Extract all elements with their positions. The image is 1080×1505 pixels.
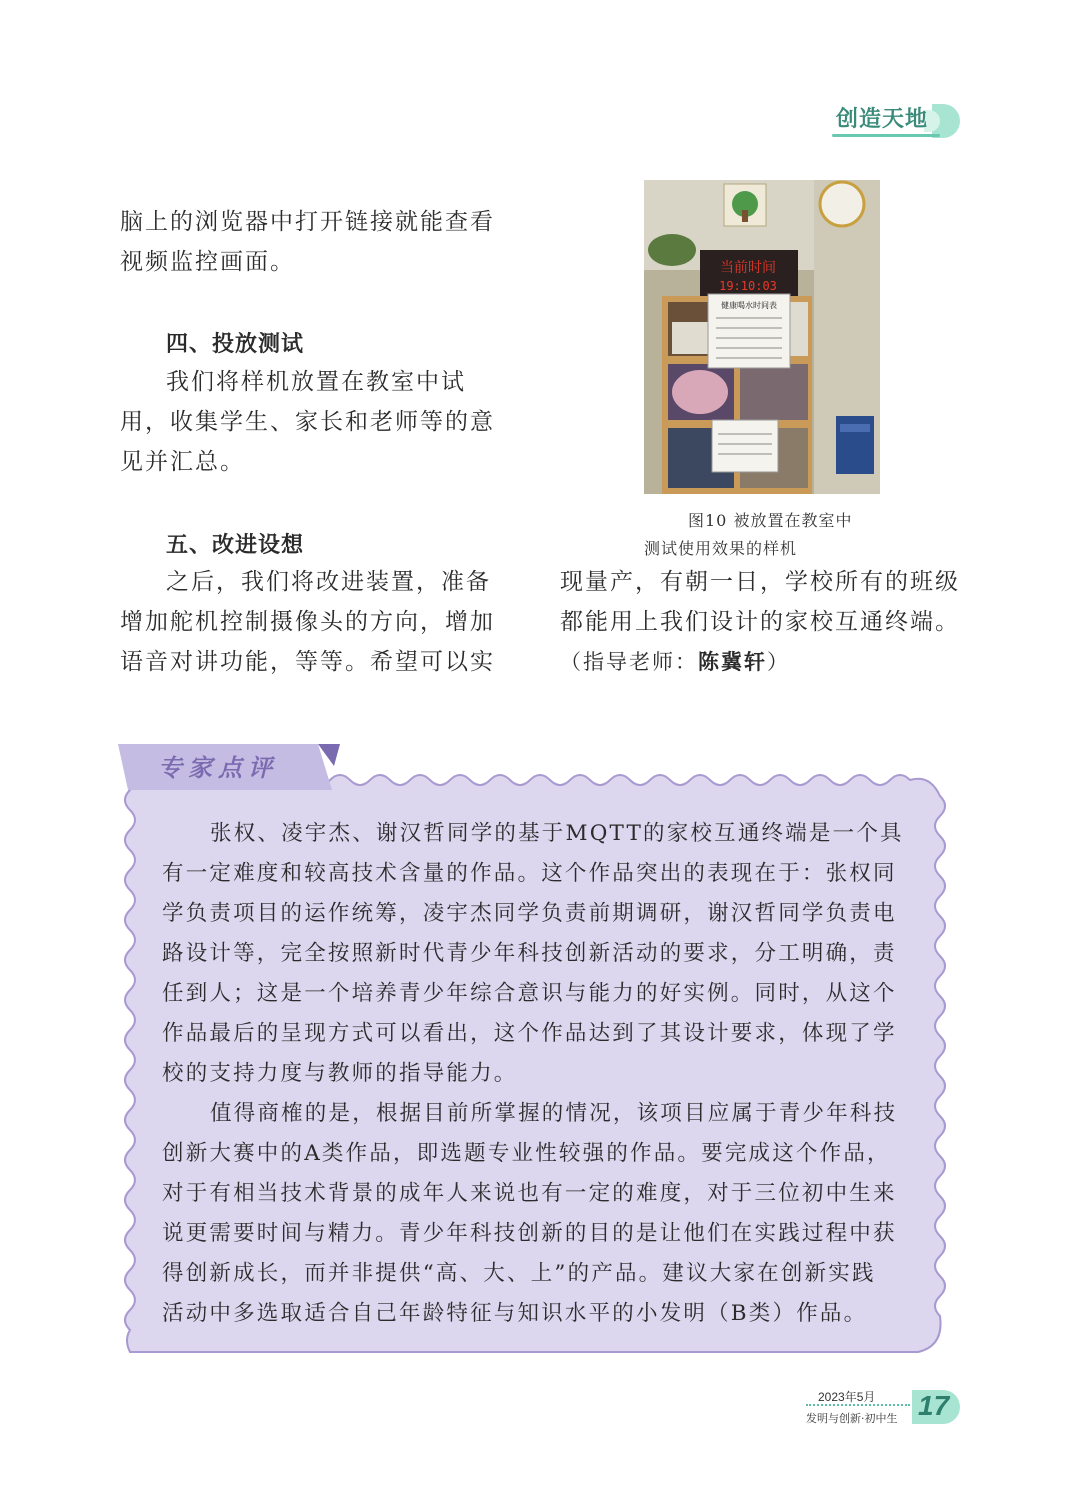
footer-dots [806, 1404, 910, 1408]
text-line: 说更需要时间与精力。青少年科技创新的目的是让他们在实践过程中获 [162, 1221, 897, 1246]
advisor-name: 陈冀轩 [698, 650, 767, 674]
paper-title: 健康喝水时间表 [721, 301, 777, 310]
section-tag [832, 100, 960, 140]
advisor-prefix: （指导老师： [560, 650, 698, 674]
section-underline [832, 134, 940, 137]
expert-review-title: 专家点评 [158, 754, 278, 782]
text-line: 现量产，有朝一日，学校所有的班级 [560, 569, 960, 595]
advisor-suffix: ） [767, 650, 790, 674]
expert-review-box [118, 740, 952, 1362]
text-line: 我们将样机放置在教室中试 [166, 369, 466, 395]
expert-review-paragraph-1 [162, 814, 908, 1334]
text-line: 活动中多选取适合自己年龄特征与知识水平的小发明（B类）作品。 [162, 1301, 868, 1326]
text-line: 路设计等，完全按照新时代青少年科技创新活动的要求，分工明确，责 [162, 941, 897, 966]
text-line: 作品最后的呈现方式可以看出，这个作品达到了其设计要求，体现了学 [162, 1021, 897, 1046]
screen-text-1: 当前时间 [720, 260, 776, 276]
text-line: 任到人；这是一个培养青少年综合意识与能力的好实例。同时，从这个 [162, 981, 897, 1006]
text-line: 值得商榷的是，根据目前所掌握的情况，该项目应属于青少年科技 [210, 1101, 898, 1126]
text-line: 学负责项目的运作统筹，凌宇杰同学负责前期调研，谢汉哲同学负责电 [162, 901, 897, 926]
left-continuation [120, 202, 500, 282]
issue-date: 2023年5月 [818, 1390, 876, 1404]
text-line: 创新大赛中的A类作品，即选题专业性较强的作品。要完成这个作品， [162, 1141, 891, 1166]
text-line: 脑上的浏览器中打开链接就能查看 [120, 209, 495, 235]
text-line: 见并汇总。 [120, 449, 245, 475]
advisor-line [560, 642, 970, 682]
magazine-name: 发明与创新·初中生 [806, 1412, 898, 1425]
text-line: 增加舵机控制摄像头的方向，增加 [120, 609, 495, 635]
right-continuation [560, 562, 970, 682]
text-line: 有一定难度和较高技术含量的作品。这个作品突出的表现在于：张权同 [162, 861, 897, 886]
figure-photo [644, 180, 880, 494]
text-line: 得创新成长，而并非提供“高、大、上”的产品。建议大家在创新实践 [162, 1261, 876, 1286]
text-line: 视频监控画面。 [120, 249, 295, 275]
page-footer [800, 1388, 970, 1432]
section4-heading: 四、投放测试 [166, 332, 305, 357]
text-line: 张权、凌宇杰、谢汉哲同学的基于MQTT的家校互通终端是一个具 [210, 821, 904, 846]
section5-body [120, 562, 500, 682]
text-line: 用，收集学生、家长和老师等的意 [120, 409, 495, 435]
section4-body [120, 362, 500, 482]
section5-heading: 五、改进设想 [166, 533, 305, 558]
text-line: 对于有相当技术背景的成年人来说也有一定的难度，对于三位初中生来 [162, 1181, 897, 1206]
section-title: 创造天地 [836, 107, 929, 132]
figure-caption-line1: 图10 被放置在教室中 [688, 511, 853, 530]
screen-text-2: 19:10:03 [719, 279, 777, 293]
photo-illustration [644, 180, 880, 494]
page-number: 17 [918, 1390, 950, 1421]
text-line: 语音对讲功能，等等。希望可以实 [120, 649, 495, 675]
text-line: 都能用上我们设计的家校互通终端。 [560, 609, 960, 635]
text-line: 校的支持力度与教师的指导能力。 [162, 1061, 518, 1086]
text-line: 之后，我们将改进装置，准备 [166, 569, 491, 595]
figure-caption-line2: 测试使用效果的样机 [644, 539, 798, 558]
